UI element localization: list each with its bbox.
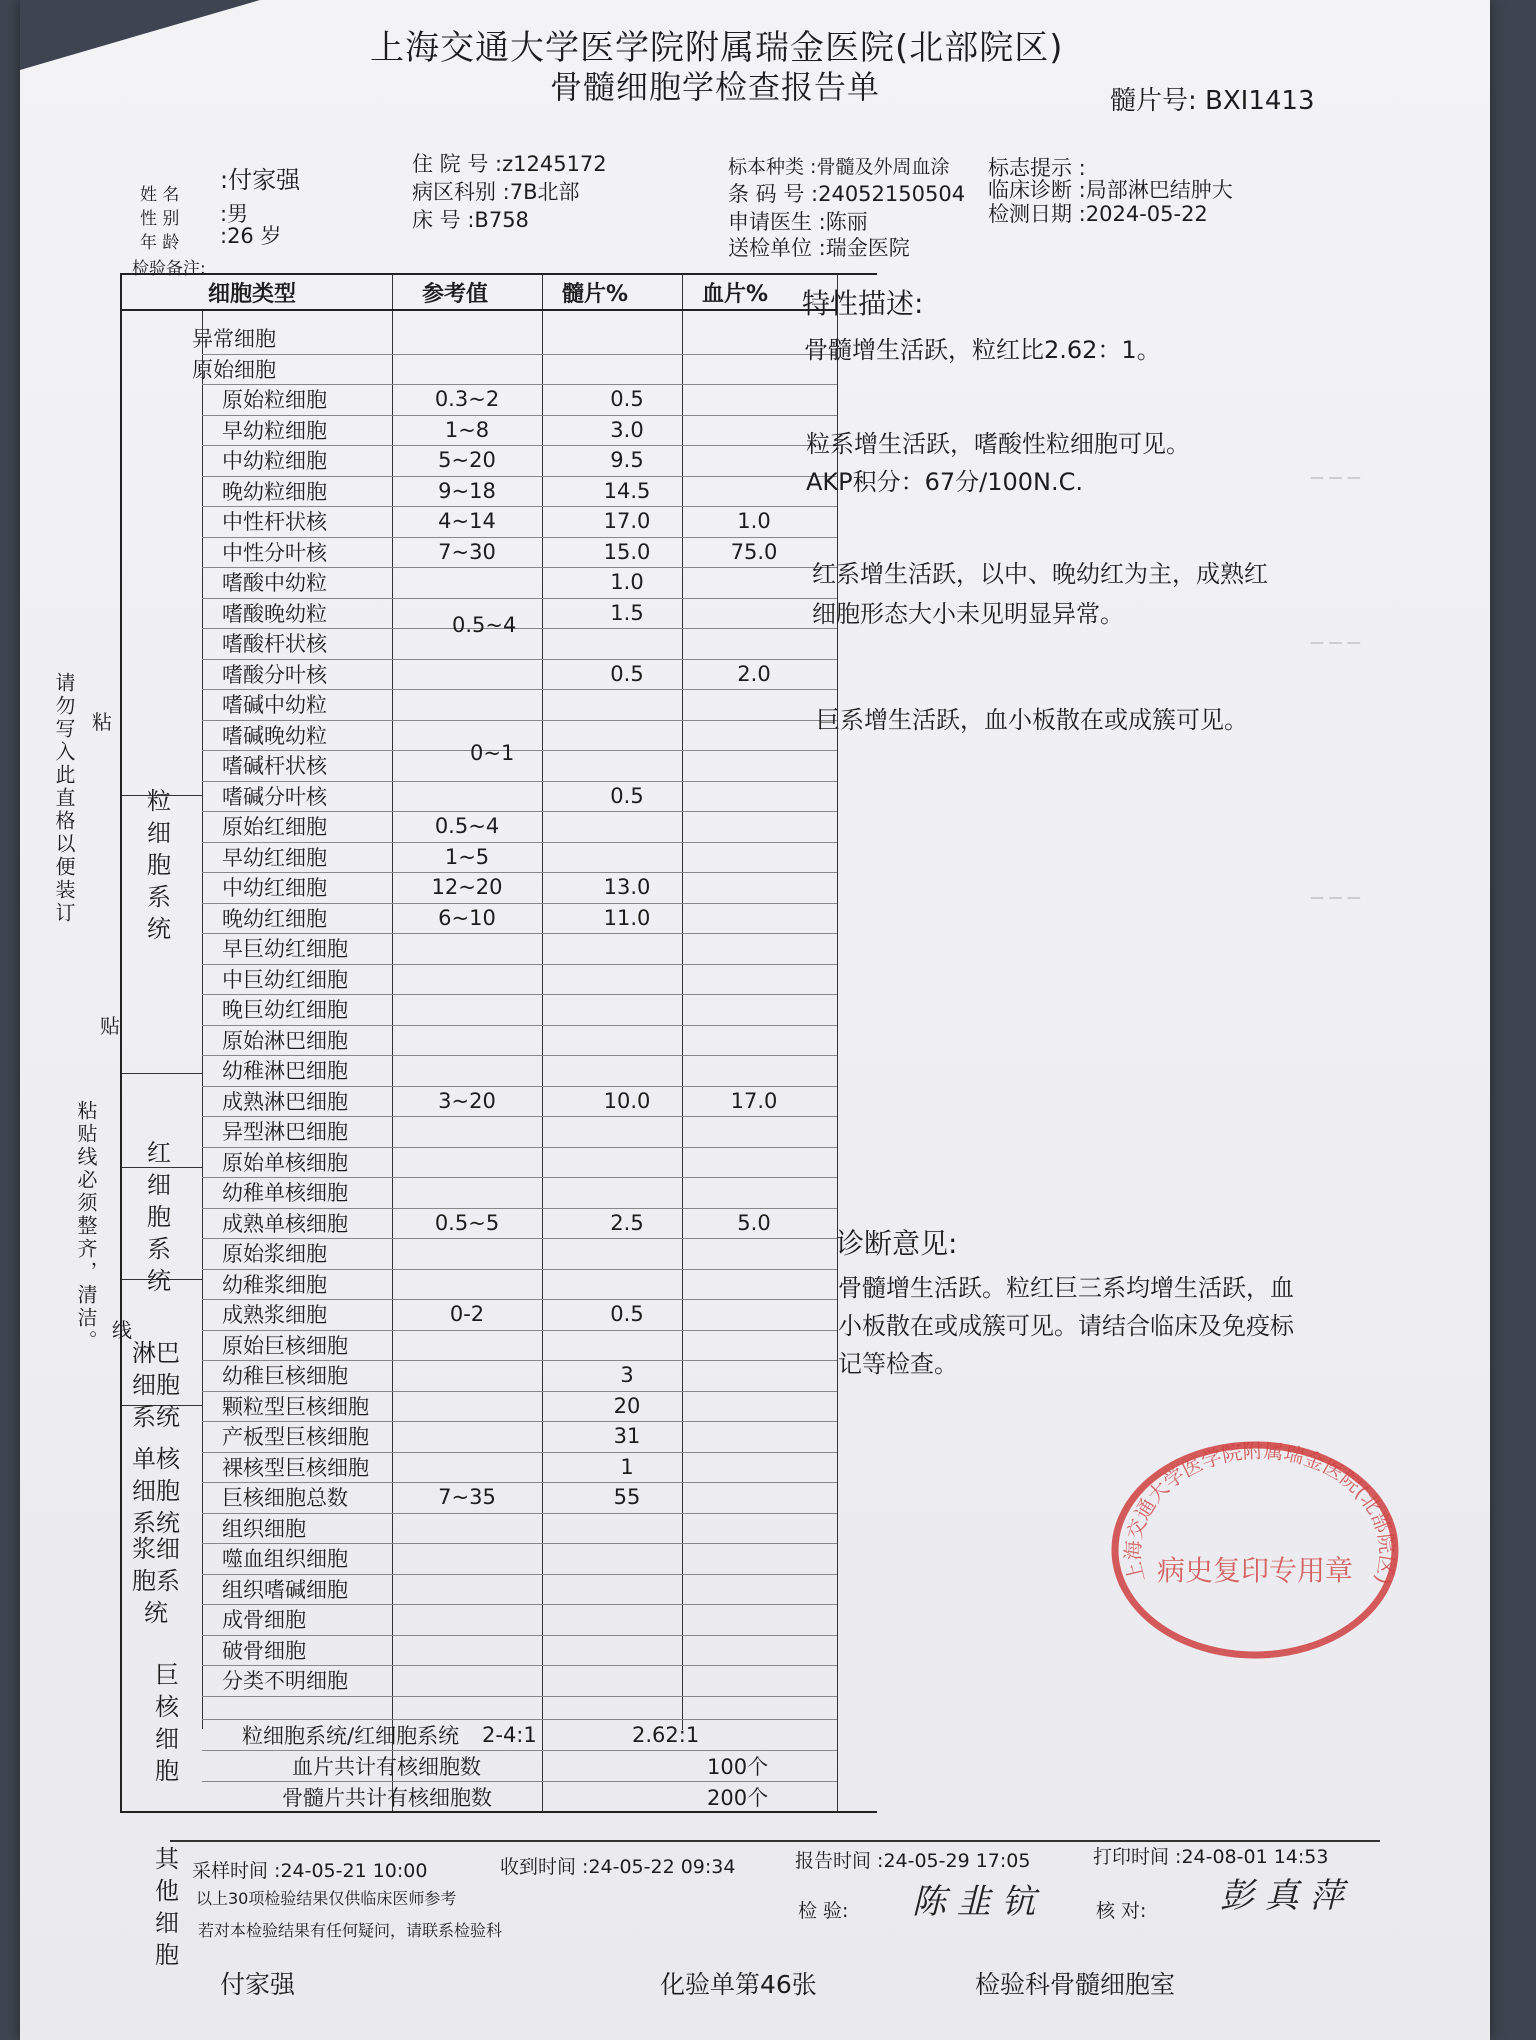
patient-age: :26 岁 bbox=[220, 224, 282, 248]
report-title: 骨髓细胞学检查报告单 bbox=[550, 68, 881, 106]
group-lymph: 淋巴细胞系统 bbox=[132, 1339, 180, 1431]
table-row-line bbox=[202, 354, 837, 355]
group-plasma: 浆细胞系统 bbox=[132, 1535, 180, 1627]
barcode: 条 码 号 :24052150504 bbox=[728, 182, 966, 206]
marrow-count-label: 骨髓片共计有核细胞数 bbox=[282, 1786, 492, 1810]
cell-marrow-percent: 0.5 bbox=[610, 387, 644, 412]
cell-reference: 4~14 bbox=[438, 509, 496, 534]
header-blood: 血片% bbox=[702, 282, 769, 307]
cell-name: 裸核型巨核细胞 bbox=[222, 1455, 369, 1480]
cell-name: 产板型巨核细胞 bbox=[222, 1425, 369, 1450]
paste-mark-2: 贴 bbox=[100, 1014, 120, 1038]
bottom-department: 检验科骨髓细胞室 bbox=[975, 1970, 1176, 1999]
cell-reference: 1~5 bbox=[444, 844, 490, 869]
basophil-reference: 0~1 bbox=[470, 741, 515, 765]
header-line bbox=[122, 309, 837, 311]
cell-marrow-percent: 11.0 bbox=[603, 905, 651, 930]
eosinophil-reference: 0.5~4 bbox=[452, 613, 517, 637]
cell-reference: 7~35 bbox=[438, 1485, 496, 1510]
cell-name: 晚幼粒细胞 bbox=[222, 479, 327, 504]
binding-note: 请勿写入此直格以便装订 bbox=[52, 672, 76, 925]
description-marrow: 骨髓增生活跃，粒红比2.62：1。 bbox=[804, 336, 1161, 364]
hospital-name: 上海交通大学医学院附属瑞金医院(北部院区) bbox=[370, 28, 1064, 68]
cell-reference: 5~20 bbox=[438, 448, 496, 473]
paste-line-note: 粘贴线必须整齐，清洁。 bbox=[74, 1100, 98, 1353]
cell-name: 幼稚淋巴细胞 bbox=[222, 1059, 348, 1084]
margin-mark: — — — bbox=[1310, 470, 1361, 486]
sample-time: 采样时间 :24-05-21 10:00 bbox=[192, 1860, 428, 1882]
cell-marrow-percent: 1.0 bbox=[610, 570, 644, 595]
cell-name: 幼稚浆细胞 bbox=[222, 1272, 327, 1297]
ratio-value: 2.62:1 bbox=[632, 1723, 700, 1747]
cell-marrow-percent: 17.0 bbox=[603, 509, 651, 534]
clinical-diagnosis: 临床诊断 :局部淋巴结肿大 bbox=[988, 178, 1233, 202]
ward: 病区科别 :7B北部 bbox=[412, 180, 580, 204]
cell-marrow-percent: 9.5 bbox=[610, 448, 644, 473]
photo-background-corner bbox=[20, 0, 260, 70]
cell-reference: 0-2 bbox=[449, 1302, 485, 1327]
cell-name: 嗜碱杆状核 bbox=[222, 754, 327, 779]
blood-count-value: 100个 bbox=[707, 1755, 769, 1779]
cell-name: 巨核细胞总数 bbox=[222, 1486, 348, 1511]
cell-name: 早幼红细胞 bbox=[222, 845, 327, 870]
description-akp: AKP积分：67分/100N.C. bbox=[806, 468, 1084, 496]
cell-marrow-percent: 1 bbox=[620, 1454, 634, 1479]
cell-name: 噬血组织细胞 bbox=[222, 1547, 348, 1572]
bed-number: 床 号 :B758 bbox=[412, 208, 529, 232]
cell-name: 嗜碱分叶核 bbox=[222, 784, 327, 809]
cell-name: 晚巨幼红细胞 bbox=[222, 998, 348, 1023]
cell-name: 嗜酸中幼粒 bbox=[222, 571, 327, 596]
age-label: 年 龄 bbox=[140, 233, 180, 253]
patient-sex: :男 bbox=[220, 202, 249, 226]
cell-reference: 9~18 bbox=[438, 478, 496, 503]
description-heading: 特性描述: bbox=[802, 287, 924, 320]
slide-number: 髓片号: BXI1413 bbox=[1110, 86, 1315, 116]
cell-name: 组织嗜碱细胞 bbox=[222, 1577, 348, 1602]
test-date: 检测日期 :2024-05-22 bbox=[988, 202, 1208, 226]
cell-marrow-percent: 0.5 bbox=[610, 783, 644, 808]
cell-name: 分类不明细胞 bbox=[222, 1669, 348, 1694]
cell-reference: 0.5~5 bbox=[434, 1210, 500, 1235]
cell-name: 嗜酸分叶核 bbox=[222, 662, 327, 687]
ratio-reference: 2-4:1 bbox=[482, 1723, 537, 1747]
group-megakaryocyte: 巨核细胞 bbox=[155, 1661, 179, 1785]
cell-name: 原始浆细胞 bbox=[222, 1242, 327, 1267]
cell-name: 成熟单核细胞 bbox=[222, 1211, 348, 1236]
cell-name: 嗜酸杆状核 bbox=[222, 632, 327, 657]
diagnosis-line-3: 记等检查。 bbox=[838, 1350, 958, 1378]
cell-blood-percent: 1.0 bbox=[737, 509, 771, 534]
cell-name: 原始细胞 bbox=[192, 357, 276, 382]
receive-time: 收到时间 :24-05-22 09:34 bbox=[500, 1856, 736, 1878]
hospital-seal bbox=[1105, 1430, 1405, 1670]
header-marrow: 髓片% bbox=[562, 282, 629, 307]
reviewer-signature: 彭 真 萍 bbox=[1220, 1876, 1344, 1916]
requesting-doctor: 申请医生 :陈丽 bbox=[728, 210, 868, 234]
cell-name: 幼稚巨核细胞 bbox=[222, 1364, 348, 1389]
group-other: 其他细胞 bbox=[155, 1845, 179, 1969]
specimen-type: 标本种类 :骨髓及外周血涂 bbox=[728, 156, 950, 178]
seal-inner-text: 病史复印专用章 bbox=[1156, 1554, 1354, 1587]
tester-label: 检 验: bbox=[798, 1900, 849, 1922]
submitting-unit: 送检单位 :瑞金医院 bbox=[728, 236, 910, 260]
print-time: 打印时间 :24-08-01 14:53 bbox=[1093, 1846, 1329, 1868]
cell-reference: 0.5~4 bbox=[434, 814, 500, 839]
cell-reference: 6~10 bbox=[438, 905, 496, 930]
footer-note-1: 以上30项检验结果仅供临床医师参考 bbox=[196, 1889, 457, 1908]
cell-reference: 1~8 bbox=[444, 417, 490, 442]
cell-name: 中性杆状核 bbox=[222, 510, 327, 535]
diagnosis-line-1: 骨髓增生活跃。粒红巨三系均增生活跃，血 bbox=[838, 1274, 1294, 1302]
cell-marrow-percent: 1.5 bbox=[610, 600, 644, 625]
margin-mark: — — — bbox=[1310, 890, 1361, 906]
sex-label: 性 别 bbox=[140, 209, 180, 229]
cell-marrow-percent: 55 bbox=[613, 1485, 641, 1510]
group-separator bbox=[122, 1073, 202, 1074]
description-erythroid-1: 红系增生活跃，以中、晚幼红为主，成熟红 bbox=[812, 560, 1268, 588]
name-label: 姓 名 bbox=[140, 185, 180, 205]
cell-marrow-percent: 31 bbox=[613, 1424, 641, 1449]
cell-marrow-percent: 0.5 bbox=[610, 661, 644, 686]
cell-marrow-percent: 20 bbox=[613, 1393, 641, 1418]
cell-name: 成骨细胞 bbox=[222, 1608, 306, 1633]
cell-name: 早幼粒细胞 bbox=[222, 418, 327, 443]
cell-reference: 3~20 bbox=[438, 1088, 496, 1113]
bottom-patient-name: 付家强 bbox=[220, 1970, 296, 1999]
cell-marrow-percent: 10.0 bbox=[603, 1088, 651, 1113]
report-paper bbox=[20, 0, 1490, 2040]
table-row-line bbox=[202, 1696, 837, 1697]
bottom-sheet-number: 化验单第46张 bbox=[660, 1970, 817, 1999]
ratio-label: 粒细胞系统/红细胞系统 bbox=[242, 1724, 460, 1748]
seal-outer-text: 上海交通大学医学院附属瑞金医院(北部院区) bbox=[1120, 1438, 1400, 1588]
cell-name: 晚幼红细胞 bbox=[222, 906, 327, 931]
cell-name: 组织细胞 bbox=[222, 1516, 306, 1541]
reviewer-label: 核 对: bbox=[1096, 1900, 1147, 1922]
description-granulocyte: 粒系增生活跃，嗜酸性粒细胞可见。 bbox=[806, 430, 1190, 458]
cell-name: 中巨幼红细胞 bbox=[222, 967, 348, 992]
cell-reference: 7~30 bbox=[438, 539, 496, 564]
group-erythroid: 红细胞系统 bbox=[147, 1139, 171, 1295]
cell-marrow-percent: 0.5 bbox=[610, 1302, 644, 1327]
marrow-count-value: 200个 bbox=[707, 1786, 769, 1810]
cell-name: 嗜酸晚幼粒 bbox=[222, 601, 327, 626]
cell-name: 原始淋巴细胞 bbox=[222, 1028, 348, 1053]
inpatient-number: 住 院 号 :z1245172 bbox=[412, 152, 607, 176]
cell-name: 破骨细胞 bbox=[222, 1638, 306, 1663]
cell-reference: 12~20 bbox=[431, 875, 503, 900]
table-column-line bbox=[837, 275, 838, 1811]
description-megakaryocyte: 巨系增生活跃，血小板散在或成簇可见。 bbox=[816, 706, 1248, 734]
cell-name: 异型淋巴细胞 bbox=[222, 1120, 348, 1145]
cell-marrow-percent: 3 bbox=[620, 1363, 634, 1388]
cell-marrow-percent: 13.0 bbox=[603, 875, 651, 900]
cell-blood-percent: 2.0 bbox=[737, 661, 771, 686]
diagnosis-line-2: 小板散在或成簇可见。请结合临床及免疫标 bbox=[838, 1312, 1294, 1340]
margin-mark: — — — bbox=[1310, 635, 1361, 651]
group-column-line bbox=[202, 309, 203, 1729]
header-reference: 参考值 bbox=[422, 282, 489, 307]
paste-mark-3: 线 bbox=[112, 1318, 132, 1342]
report-time: 报告时间 :24-05-29 17:05 bbox=[795, 1850, 1031, 1872]
blood-count-label: 血片共计有核细胞数 bbox=[292, 1755, 481, 1779]
cell-name: 原始粒细胞 bbox=[222, 388, 327, 413]
header-cell-type: 细胞类型 bbox=[208, 282, 297, 307]
cell-name: 成熟浆细胞 bbox=[222, 1303, 327, 1328]
patient-name: :付家强 bbox=[220, 166, 301, 194]
cell-name: 颗粒型巨核细胞 bbox=[222, 1394, 369, 1419]
cell-name: 嗜碱晚幼粒 bbox=[222, 723, 327, 748]
cell-name: 早巨幼红细胞 bbox=[222, 937, 348, 962]
cell-marrow-percent: 15.0 bbox=[603, 539, 651, 564]
footer-note-2: 若对本检验结果有任何疑问，请联系检验科 bbox=[198, 1921, 503, 1940]
flag-hint: 标志提示 : bbox=[988, 156, 1086, 180]
cell-marrow-percent: 14.5 bbox=[603, 478, 651, 503]
description-erythroid-2: 细胞形态大小未见明显异常。 bbox=[812, 600, 1124, 628]
cell-name: 幼稚单核细胞 bbox=[222, 1181, 348, 1206]
cell-blood-percent: 17.0 bbox=[730, 1088, 778, 1113]
group-granulocyte: 粒细胞系统 bbox=[147, 787, 171, 943]
cell-blood-percent: 75.0 bbox=[730, 539, 778, 564]
cell-marrow-percent: 2.5 bbox=[610, 1210, 644, 1235]
cell-name: 嗜碱中幼粒 bbox=[222, 693, 327, 718]
cell-name: 成熟淋巴细胞 bbox=[222, 1089, 348, 1114]
cell-name: 中性分叶核 bbox=[222, 540, 327, 565]
tester-signature: 陈 韭 钪 bbox=[912, 1882, 1036, 1922]
cell-blood-percent: 5.0 bbox=[737, 1210, 771, 1235]
cell-name: 原始红细胞 bbox=[222, 815, 327, 840]
group-mono: 单核细胞系统 bbox=[132, 1445, 180, 1537]
paste-mark-1: 粘 bbox=[92, 710, 112, 734]
cell-name: 原始单核细胞 bbox=[222, 1150, 348, 1175]
cell-reference: 0.3~2 bbox=[434, 387, 500, 412]
cell-name: 中幼粒细胞 bbox=[222, 449, 327, 474]
cell-name: 中幼红细胞 bbox=[222, 876, 327, 901]
cell-name: 原始巨核细胞 bbox=[222, 1333, 348, 1358]
cell-name: 异常细胞 bbox=[192, 327, 276, 352]
cell-marrow-percent: 3.0 bbox=[610, 417, 644, 442]
remark-label: 检验备注: bbox=[132, 259, 206, 279]
diagnosis-heading: 诊断意见: bbox=[836, 1227, 958, 1260]
